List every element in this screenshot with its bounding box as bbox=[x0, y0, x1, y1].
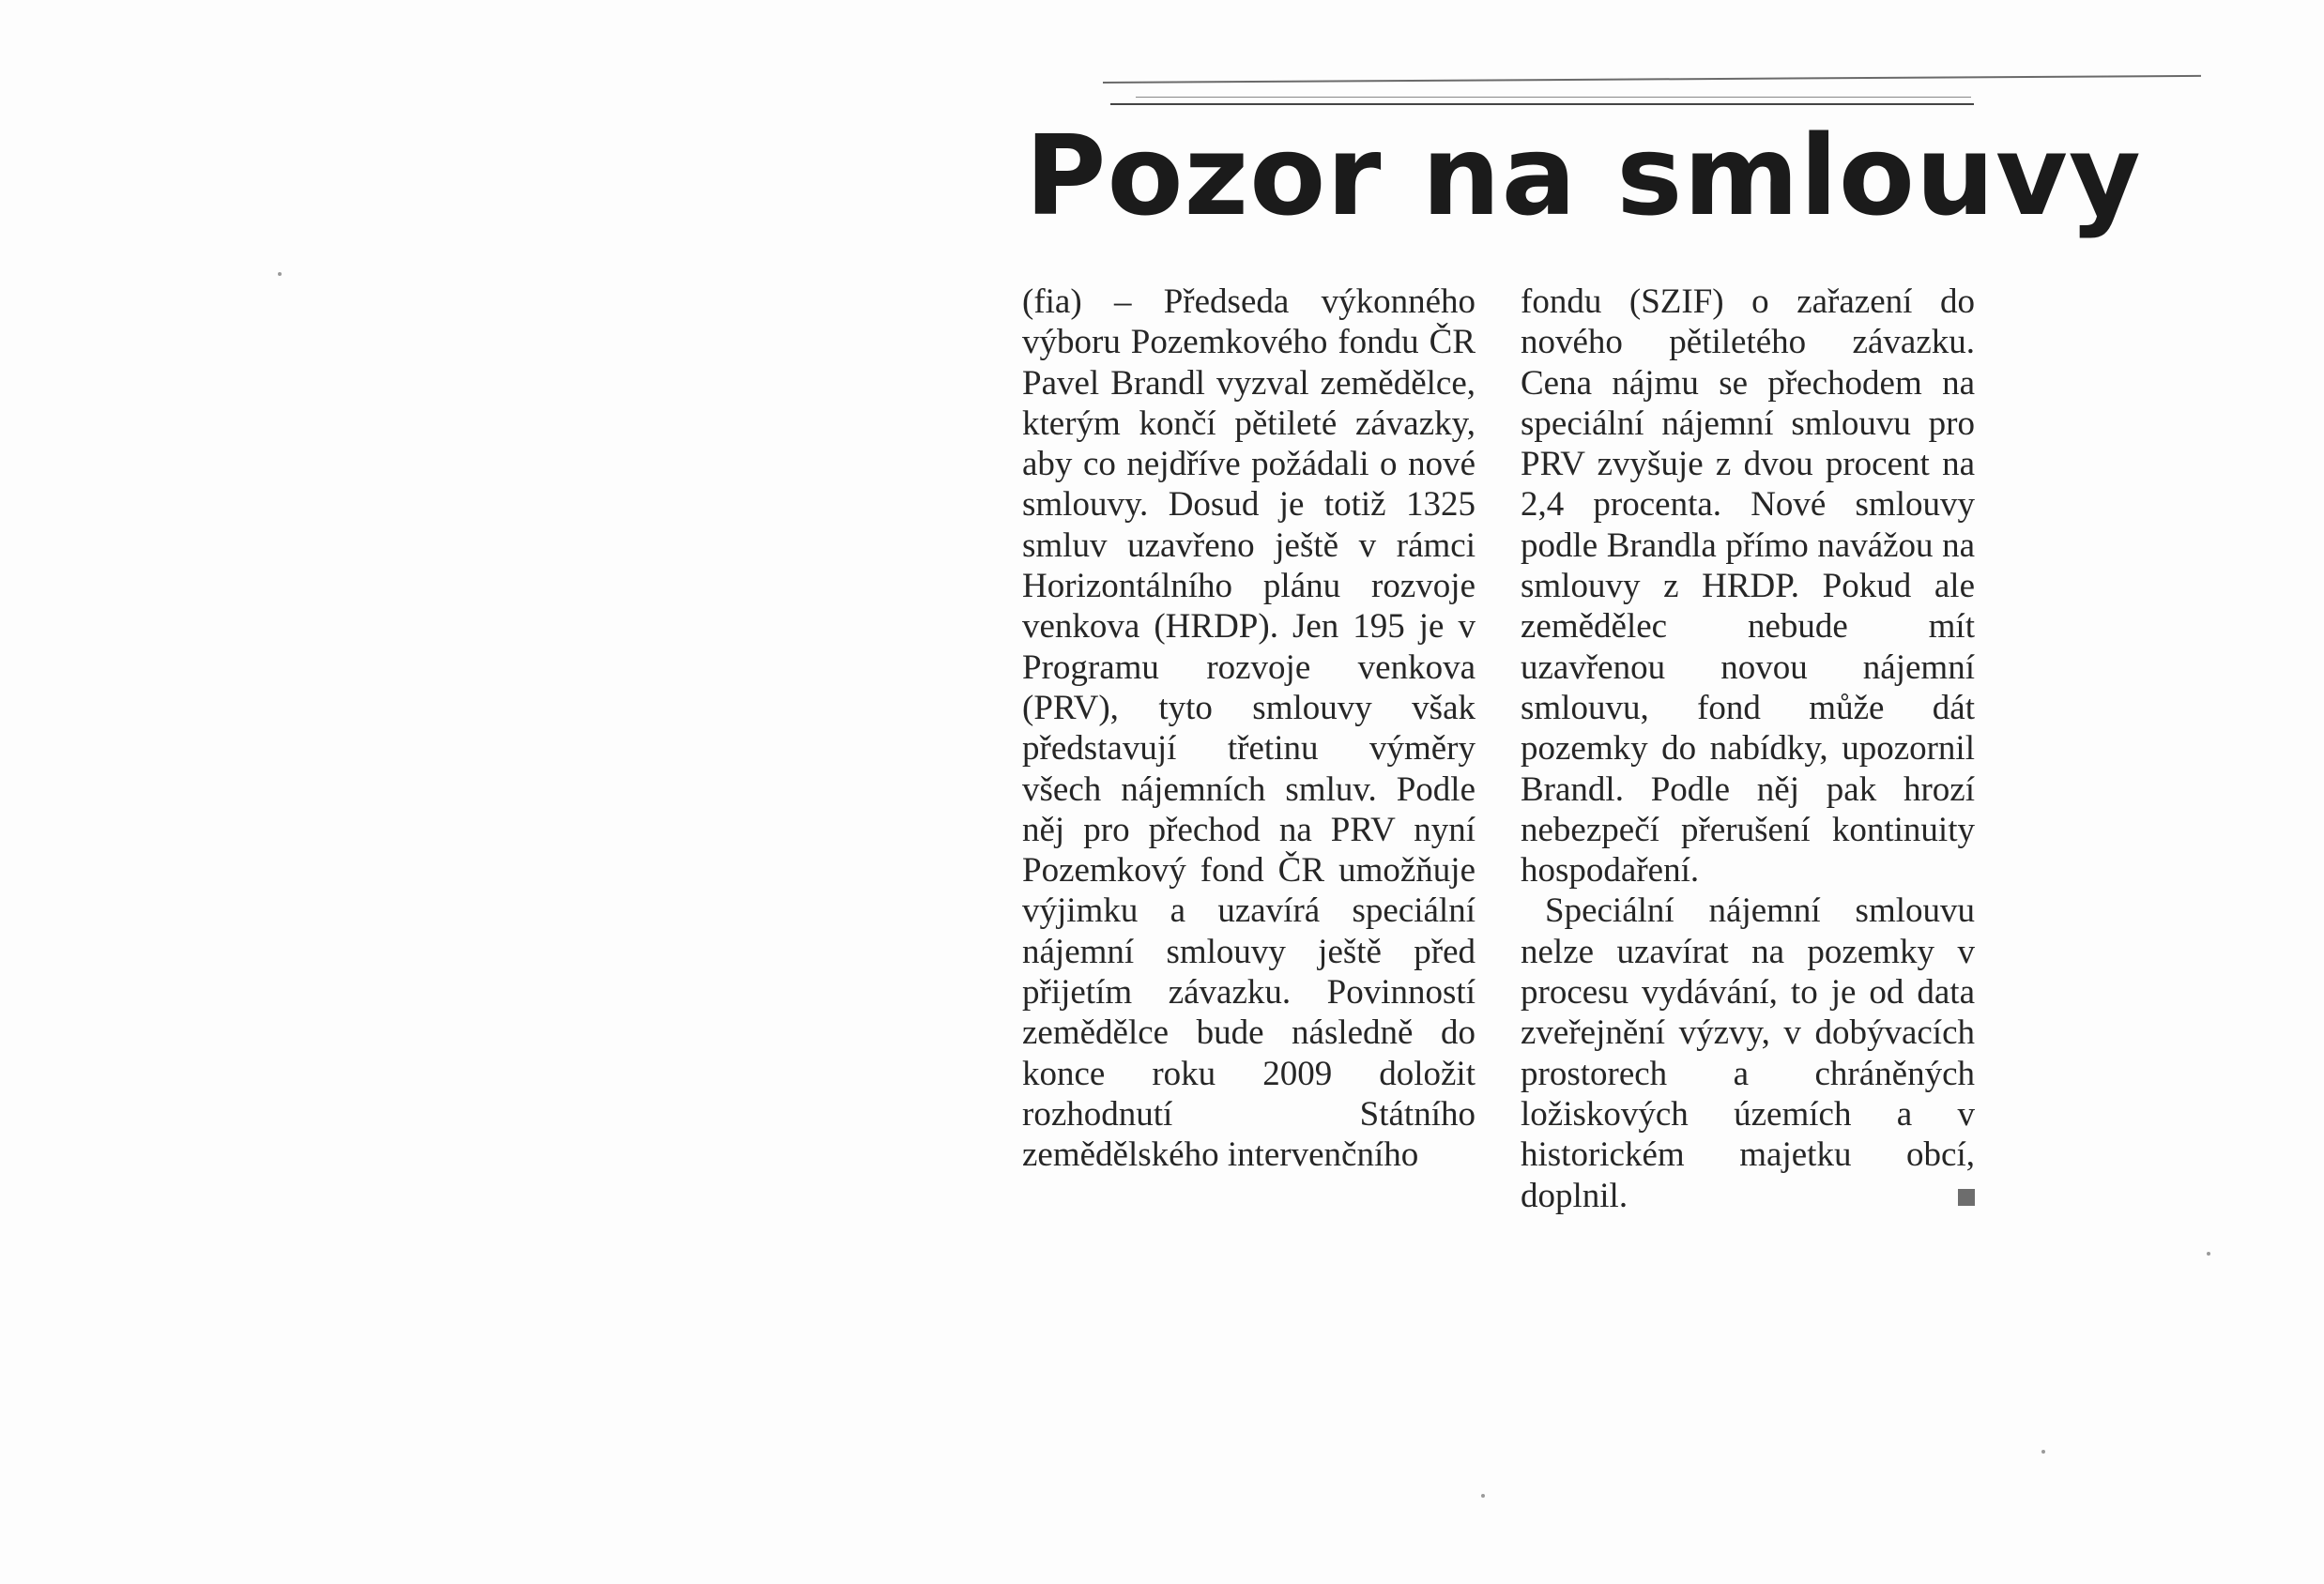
right-paragraph-2 bbox=[1521, 891, 1975, 1215]
top-rule bbox=[1110, 103, 1974, 105]
scan-speck bbox=[278, 272, 282, 276]
right-paragraph-2-text: Speciální nájemní smlouvu nelze uzavírat na pozemky v procesu vydávání, to je od data zveřejnění výzvy, v dobývacích prostorech a chráněných ložiskových územích a v historickém majetku obcí, doplnil. bbox=[1521, 891, 1975, 1215]
top-rule-thin bbox=[1136, 97, 1971, 98]
left-paragraph-1: (fia) – Předseda výkonného výboru Pozemkového fondu ČR Pavel Brandl vyzval zemědělce, kterým končí pětileté závazky, aby co nejdříve požádali o nové smlouvy. Dosud je totiž 1325 smluv uzavřeno ještě v rámci Horizontálního plánu rozvoje venkova (HRDP). Jen 195 je v Programu rozvoje venkova (PRV), tyto smlouvy však představují třetinu výměry všech nájemních smluv. Podle něj pro přechod na PRV nyní Pozemkový fond ČR umožňuje výjimku a uzavírá speciální nájemní smlouvy ještě před přijetím závazku. Povinností zemědělce bude následně do konce roku 2009 doložit rozhodnutí Státního zemědělského intervenčního bbox=[1022, 282, 1475, 1175]
scan-speck bbox=[1481, 1494, 1485, 1498]
article-column-right bbox=[1521, 282, 1975, 1216]
end-of-article-mark bbox=[1958, 1189, 1975, 1206]
scan-speck bbox=[2207, 1252, 2210, 1256]
right-paragraph-1: fondu (SZIF) o zařazení do nového pětiletého závazku. Cena nájmu se přechodem na speciální nájemní smlouvu pro PRV zvyšuje z dvou procent na 2,4 procenta. Nové smlouvy podle Brandla přímo navážou na smlouvy z HRDP. Pokud ale zemědělec nebude mít uzavřenou novou nájemní smlouvu, fond může dát pozemky do nabídky, upozornil Brandl. Podle něj pak hrozí nebezpečí přerušení kontinuity hospodaření. bbox=[1521, 282, 1975, 891]
clipping-edge bbox=[1103, 75, 2201, 97]
headline: Pozor na smlouvy bbox=[1025, 111, 2142, 240]
scan-speck bbox=[2041, 1450, 2045, 1454]
article-column-left bbox=[1022, 282, 1475, 1176]
